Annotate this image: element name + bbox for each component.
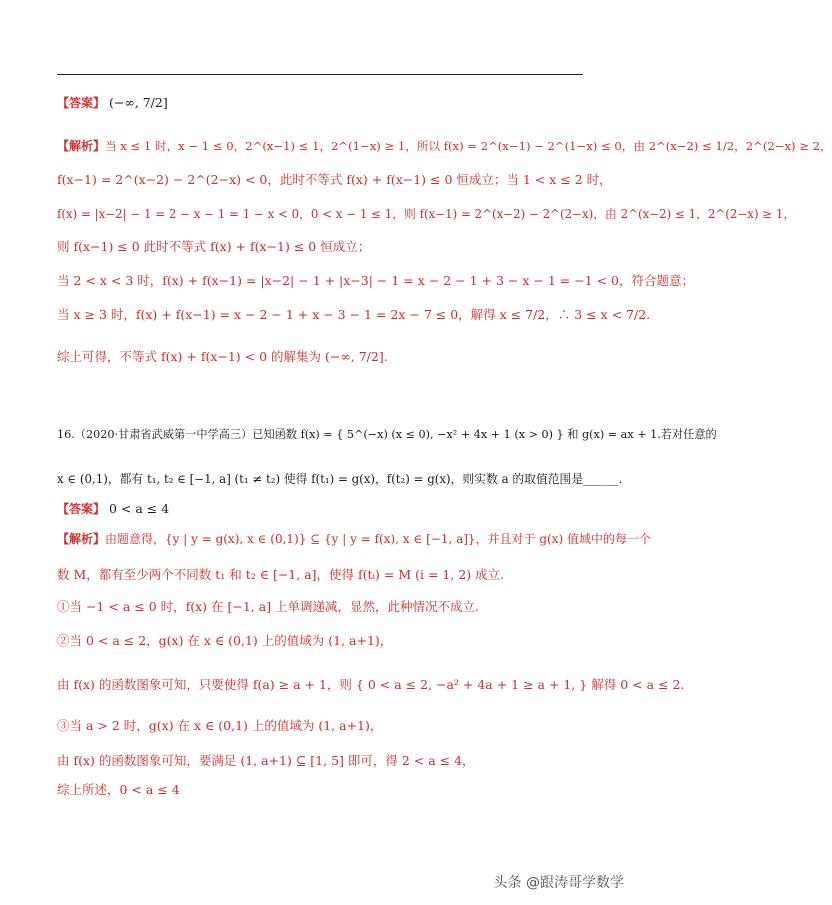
analysis-16-line-3: ①当 −1 < a ≤ 0 时，f(x) 在 [−1, a] 上单调递减，显然，此种情况不成立.: [57, 599, 480, 614]
analysis-16-line-1: 【解析】由题意得，{y | y = g(x), x ∈ (0,1)} ⊆ {y | y = f(x), x ∈ [−1, a]}，并且对于 g(x) 值域中的每一个: [57, 532, 651, 546]
answer-tag: 【答案】: [57, 502, 106, 516]
answer-tag: 【答案】: [57, 96, 106, 110]
question-16-line-2: x ∈ (0,1)，都有 t₁, t₂ ∈ [−1, a] (t₁ ≠ t₂) 使得 f(t₁) = g(x)，f(t₂) = g(x)，则实数 a 的取值范围是______.: [57, 472, 623, 486]
analysis-16-line-7: 由 f(x) 的函数图象可知，要满足 (1, a+1) ⊆ [1, 5] 即可，得 2 < a ≤ 4，: [57, 753, 475, 768]
answer-value: 0 < a ≤ 4: [109, 501, 170, 516]
question-16-line-1: 16.（2020·甘肃省武威第一中学高三）已知函数 f(x) = { 5^(−x) (x ≤ 0), −x² + 4x + 1 (x > 0) } 和 g(x) = ax + 1.若对任意的: [57, 428, 717, 441]
analysis-15-line-7: 综上可得，不等式 f(x) + f(x−1) < 0 的解集为 (−∞, 7/2].: [57, 349, 388, 364]
analysis-tag: 【解析】: [57, 532, 106, 546]
top-rule: [57, 74, 583, 75]
watermark: 头条 @跟涛哥学数学: [493, 875, 624, 891]
analysis-16-line-4: ②当 0 < a ≤ 2，g(x) 在 x ∈ (0,1) 上的值域为 (1, a+1)，: [57, 633, 393, 648]
analysis-tag: 【解析】: [57, 139, 106, 153]
answer-16: [57, 500, 169, 518]
analysis-15-line-4: 则 f(x−1) ≤ 0 此时不等式 f(x) + f(x−1) ≤ 0 恒成立；: [57, 239, 371, 254]
analysis-15-line-6: 当 x ≥ 3 时，f(x) + f(x−1) = x − 2 − 1 + x − 3 − 1 = 2x − 7 ≤ 0，解得 x ≤ 7/2，∴ 3 ≤ x < 7/2.: [57, 307, 651, 322]
analysis-15-line-1: 【解析】当 x ≤ 1 时，x − 1 ≤ 0，2^(x−1) ≤ 1，2^(1−x) ≥ 1，所以 f(x) = 2^(x−1) − 2^(1−x) ≤ 0，由 2^(x−2) ≤ 1/2，2^(2−x) ≥ 2，: [57, 139, 832, 153]
analysis-15-line-5: 当 2 < x < 3 时，f(x) + f(x−1) = |x−2| − 1 + |x−3| − 1 = x − 2 − 1 + 3 − x − 1 = −1 < 0，符合题意；: [57, 273, 694, 288]
analysis-16-line-2: 数 M，都有至少两个不同数 t₁ 和 t₂ ∈ [−1, a]，使得 f(tᵢ) = M (i = 1, 2) 成立.: [57, 567, 505, 582]
analysis-15-line-2: f(x−1) = 2^(x−2) − 2^(2−x) < 0，此时不等式 f(x) + f(x−1) ≤ 0 恒成立；当 1 < x ≤ 2 时，: [57, 172, 612, 187]
analysis-16-line-6: ③当 a > 2 时，g(x) 在 x ∈ (0,1) 上的值域为 (1, a+1)，: [57, 718, 383, 733]
answer-value: (−∞, 7/2]: [109, 95, 168, 110]
answer-15: [57, 94, 168, 112]
analysis-16-line-5: 由 f(x) 的函数图象可知，只要使得 f(a) ≥ a + 1，则 { 0 < a ≤ 2, −a² + 4a + 1 ≥ a + 1, } 解得 0 < a ≤ 2.: [57, 677, 685, 692]
analysis-16-line-8: 综上所述，0 < a ≤ 4: [57, 782, 180, 797]
analysis-15-line-3: f(x) = |x−2| − 1 = 2 − x − 1 = 1 − x < 0，0 < x − 1 ≤ 1，则 f(x−1) = 2^(x−2) − 2^(2−x)，由 2^(x−2) ≤ 1，2^(2−x) ≥ 1，: [57, 207, 796, 221]
